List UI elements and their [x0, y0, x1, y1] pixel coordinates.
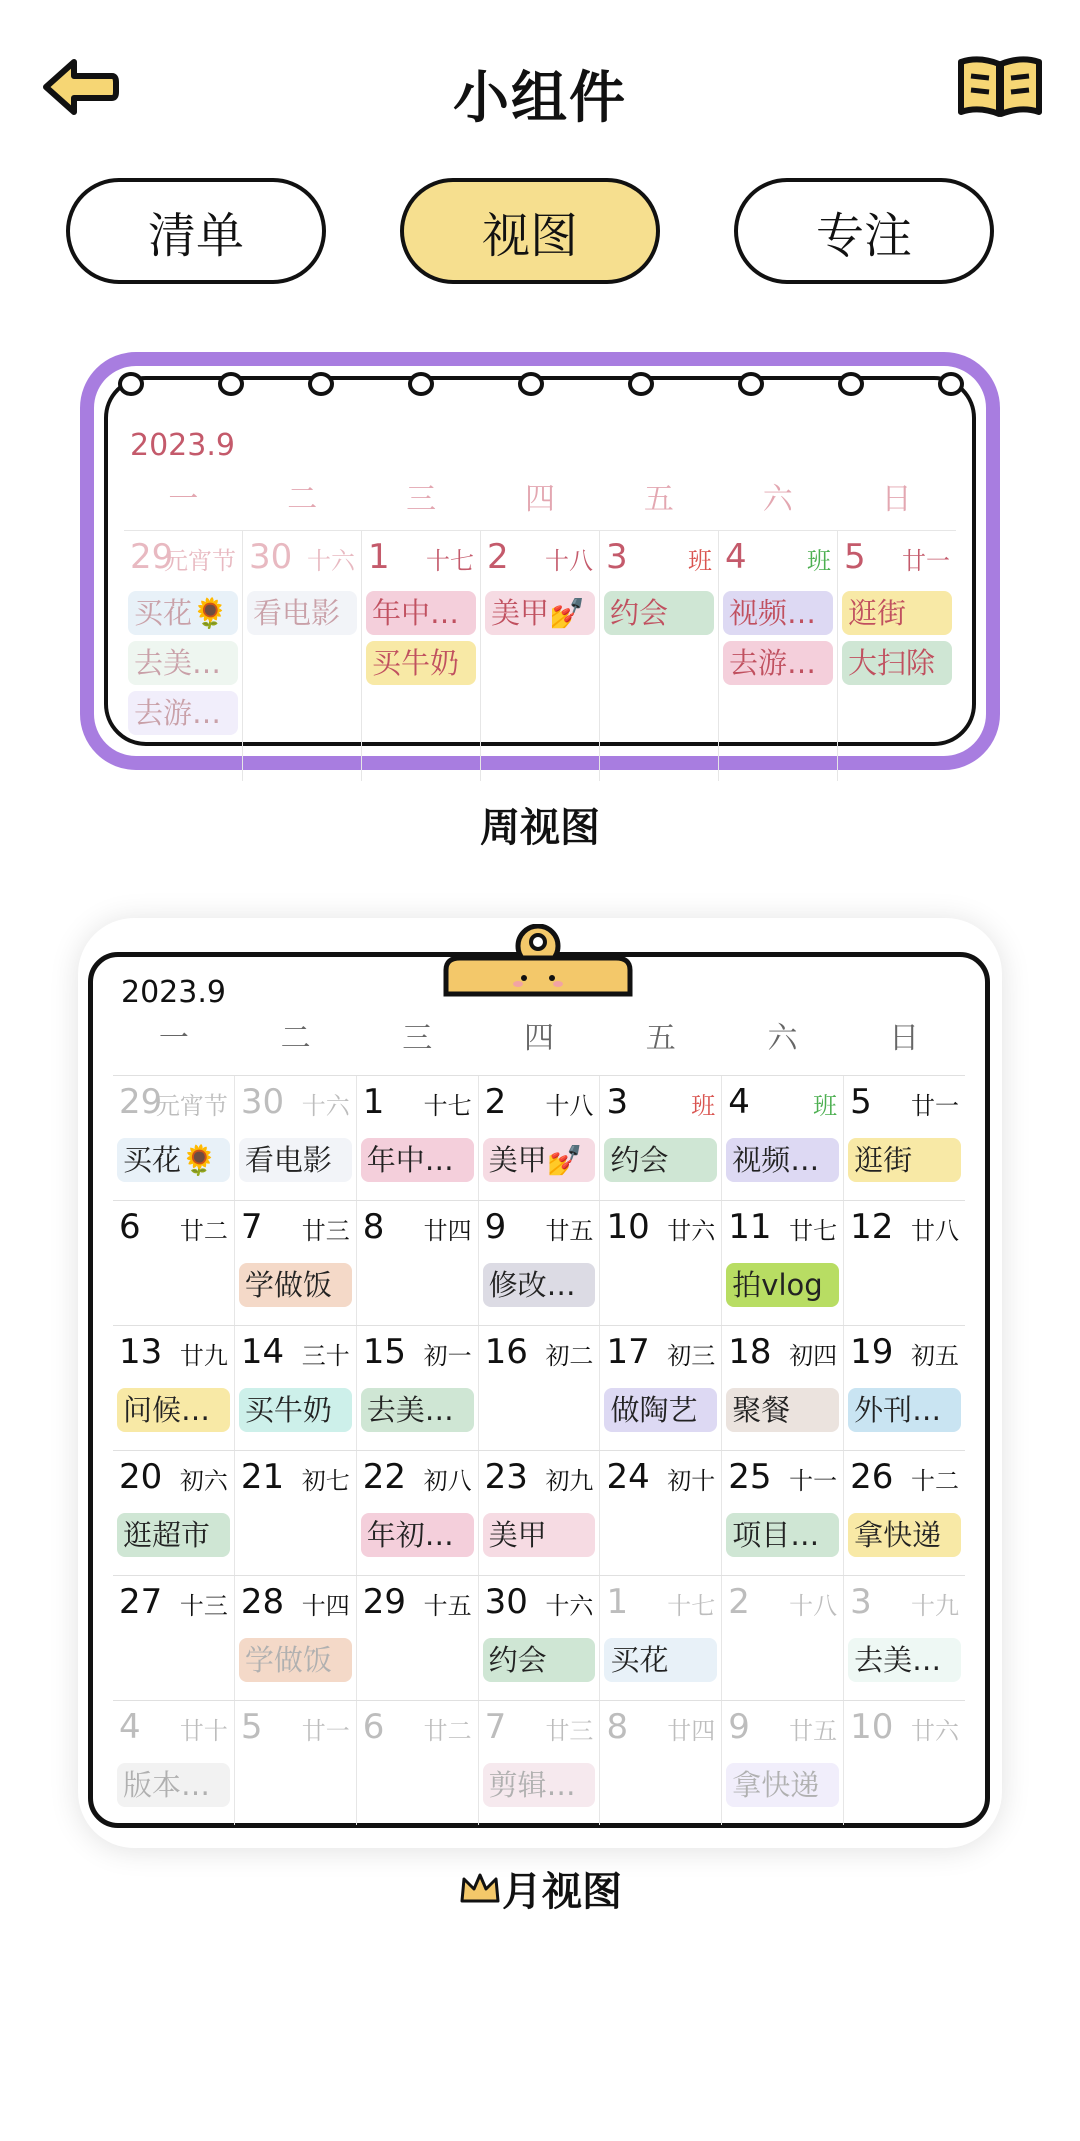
event-chip[interactable]: 去游… — [128, 691, 238, 735]
day-cell[interactable] — [235, 1201, 357, 1325]
day-cell[interactable] — [844, 1326, 965, 1450]
event-chip[interactable]: 学做饭 — [239, 1638, 352, 1682]
event-chip[interactable]: 买花🌻 — [128, 591, 238, 635]
lunar-label: 十五 — [423, 1592, 472, 1620]
event-chip[interactable]: 修改… — [483, 1263, 596, 1307]
day-cell[interactable] — [838, 531, 956, 781]
weekday-label: 五 — [643, 482, 674, 517]
day-number: 3 — [850, 1582, 872, 1622]
lunar-label: 元宵节 — [164, 547, 236, 575]
event-chip[interactable]: 看电影 — [247, 591, 357, 635]
view-tabs — [0, 178, 1080, 288]
lunar-label: 廿四 — [423, 1217, 472, 1245]
day-cell[interactable] — [600, 1451, 722, 1575]
event-chip[interactable]: 年初… — [361, 1513, 474, 1557]
day-number: 5 — [850, 1082, 872, 1122]
lunar-label: 十一 — [789, 1467, 838, 1495]
day-number: 15 — [362, 1332, 406, 1372]
book-button[interactable] — [955, 52, 1045, 122]
day-number: 3 — [606, 1082, 629, 1122]
event-chip[interactable]: 聚餐 — [726, 1388, 839, 1432]
day-cell[interactable] — [113, 1326, 235, 1450]
day-cell[interactable] — [600, 1076, 722, 1200]
day-number: 14 — [240, 1332, 285, 1372]
tab-focus[interactable]: 专注 — [734, 178, 994, 284]
day-cell[interactable] — [722, 1076, 844, 1200]
lunar-label: 十二 — [911, 1467, 960, 1495]
event-chip[interactable]: 买花 — [604, 1638, 717, 1682]
day-cell[interactable] — [600, 1701, 722, 1825]
day-number: 1 — [362, 1082, 385, 1122]
lunar-label: 廿六 — [911, 1717, 960, 1745]
lunar-label: 廿一 — [301, 1717, 350, 1745]
day-number: 6 — [119, 1207, 141, 1247]
lunar-label: 元宵节 — [155, 1092, 228, 1120]
weekday-label: 日 — [889, 1021, 920, 1056]
lunar-label: 初三 — [667, 1342, 716, 1370]
event-chip[interactable]: 去美… — [361, 1388, 474, 1432]
event-chip[interactable]: 视频… — [726, 1138, 839, 1182]
lunar-label: 初一 — [423, 1342, 472, 1370]
day-cell[interactable] — [722, 1451, 844, 1575]
event-chip[interactable]: 约会 — [604, 591, 714, 635]
day-cell[interactable] — [357, 1076, 479, 1200]
day-cell[interactable] — [722, 1701, 844, 1825]
day-number: 8 — [606, 1707, 629, 1747]
day-cell[interactable] — [235, 1576, 357, 1700]
event-chip[interactable]: 约会 — [483, 1638, 596, 1682]
lunar-label: 十八 — [545, 547, 593, 575]
day-cell[interactable] — [479, 1451, 601, 1575]
week-view-caption: 周视图 — [480, 805, 600, 851]
day-cell[interactable] — [113, 1576, 235, 1700]
binder-ring — [218, 372, 244, 396]
day-cell[interactable] — [357, 1576, 479, 1700]
tab-view[interactable]: 视图 — [400, 178, 660, 284]
day-number: 3 — [606, 537, 628, 577]
event-chip[interactable]: 视频… — [723, 591, 833, 635]
day-cell[interactable] — [722, 1201, 844, 1325]
lunar-label: 廿六 — [667, 1217, 716, 1245]
event-chip[interactable]: 版本… — [117, 1763, 230, 1807]
week-row — [113, 1075, 965, 1200]
day-cell[interactable] — [113, 1076, 235, 1200]
week-row — [113, 1450, 965, 1575]
event-chip[interactable]: 去游… — [723, 641, 833, 685]
day-number: 27 — [119, 1582, 163, 1622]
weekday-label: 三 — [402, 1021, 433, 1056]
month-month-label: 2023.9 — [121, 975, 226, 1010]
lunar-label: 初二 — [545, 1342, 594, 1370]
lunar-label: 十七 — [426, 547, 474, 575]
lunar-label: 班 — [813, 1092, 838, 1120]
event-chip[interactable]: 买牛奶 — [239, 1388, 352, 1432]
day-number: 23 — [484, 1457, 528, 1497]
lunar-label: 廿九 — [179, 1342, 228, 1370]
day-number: 10 — [850, 1707, 894, 1747]
day-cell[interactable] — [357, 1451, 479, 1575]
day-cell[interactable] — [600, 1326, 722, 1450]
event-chip[interactable]: 逛街 — [842, 591, 952, 635]
week-calendar-frame — [104, 376, 976, 746]
event-chip[interactable]: 剪辑… — [483, 1763, 596, 1807]
event-chip[interactable]: 看电影 — [239, 1138, 352, 1182]
day-cell[interactable] — [362, 531, 481, 781]
lunar-label: 十八 — [789, 1592, 838, 1620]
day-cell[interactable] — [479, 1201, 601, 1325]
lunar-label: 初九 — [545, 1467, 594, 1495]
day-cell[interactable] — [722, 1326, 844, 1450]
day-number: 30 — [240, 1082, 285, 1122]
day-cell[interactable] — [113, 1701, 235, 1825]
day-cell[interactable] — [600, 1201, 722, 1325]
event-chip[interactable]: 逛超市 — [117, 1513, 230, 1557]
event-chip[interactable]: 美甲💅 — [485, 591, 595, 635]
day-number: 29 — [362, 1582, 406, 1622]
day-number: 7 — [484, 1707, 507, 1747]
day-number: 8 — [362, 1207, 385, 1247]
event-chip[interactable]: 外刊… — [848, 1388, 961, 1432]
event-chip[interactable]: 买花🌻 — [117, 1138, 230, 1182]
lunar-label: 初十 — [667, 1467, 716, 1495]
day-cell[interactable] — [844, 1076, 965, 1200]
crown-icon — [458, 1871, 502, 1917]
day-number: 5 — [240, 1707, 263, 1747]
binder-ring — [938, 372, 964, 396]
event-chip[interactable]: 做陶艺 — [604, 1388, 717, 1432]
day-cell[interactable] — [113, 1451, 235, 1575]
day-cell[interactable] — [600, 531, 719, 781]
day-number: 2 — [484, 1082, 507, 1122]
lunar-label: 廿二 — [179, 1217, 228, 1245]
lunar-label: 十七 — [423, 1092, 472, 1120]
event-chip[interactable]: 去美… — [128, 641, 238, 685]
event-chip[interactable]: 项目… — [726, 1513, 839, 1557]
day-cell[interactable] — [600, 1576, 722, 1700]
lunar-label: 廿二 — [423, 1717, 472, 1745]
event-chip[interactable]: 年中… — [366, 591, 476, 635]
day-number: 1 — [606, 1582, 629, 1622]
weekday-label: 一 — [158, 1021, 189, 1056]
event-chip[interactable]: 年中… — [361, 1138, 474, 1182]
day-number: 7 — [240, 1207, 263, 1247]
lunar-label: 十七 — [667, 1592, 716, 1620]
event-chip[interactable]: 逛街 — [848, 1138, 961, 1182]
day-cell[interactable] — [235, 1076, 357, 1200]
lunar-label: 廿七 — [789, 1217, 838, 1245]
day-number: 29 — [119, 1082, 163, 1122]
lunar-label: 十九 — [911, 1592, 960, 1620]
day-cell[interactable] — [479, 1326, 601, 1450]
lunar-label: 初四 — [789, 1342, 838, 1370]
lunar-label: 班 — [691, 1092, 716, 1120]
day-number: 9 — [484, 1207, 507, 1247]
week-row — [113, 1200, 965, 1325]
day-number: 21 — [240, 1457, 285, 1497]
event-chip[interactable]: 问候… — [117, 1388, 230, 1432]
day-number: 19 — [850, 1332, 894, 1372]
binder-ring — [628, 372, 654, 396]
lunar-label: 廿一 — [911, 1092, 960, 1120]
day-cell[interactable] — [844, 1201, 965, 1325]
weekday-label: 三 — [406, 482, 437, 517]
weekday-label: 四 — [524, 1021, 555, 1056]
week-view-widget[interactable] — [80, 352, 1000, 770]
day-cell[interactable] — [844, 1701, 965, 1825]
event-chip[interactable]: 拍vlog — [726, 1263, 839, 1307]
clipboard-clip — [438, 924, 638, 998]
lunar-label: 班 — [688, 547, 712, 575]
day-number: 2 — [728, 1582, 750, 1622]
day-number: 30 — [249, 537, 293, 577]
day-cell[interactable] — [479, 1576, 601, 1700]
event-chip[interactable]: 拿快递 — [726, 1763, 839, 1807]
month-view-caption — [0, 1860, 1080, 1917]
day-number: 22 — [362, 1457, 406, 1497]
day-cell[interactable] — [479, 1701, 601, 1825]
day-cell[interactable] — [235, 1451, 357, 1575]
day-number: 26 — [850, 1457, 894, 1497]
weekday-label: 六 — [767, 1021, 798, 1056]
weekday-label: 一 — [168, 482, 199, 517]
lunar-label: 十六 — [301, 1092, 350, 1120]
event-chip[interactable]: 买牛奶 — [366, 641, 476, 685]
week-row — [113, 1325, 965, 1450]
day-cell[interactable] — [357, 1326, 479, 1450]
day-number: 1 — [368, 537, 390, 577]
weekday-label: 四 — [525, 482, 555, 517]
book-icon — [955, 52, 1045, 122]
event-chip[interactable]: 拿快递 — [848, 1513, 961, 1557]
lunar-label: 班 — [807, 547, 831, 575]
week-row — [113, 1575, 965, 1700]
day-cell[interactable] — [719, 531, 838, 781]
lunar-label: 廿三 — [545, 1717, 594, 1745]
day-number: 24 — [606, 1457, 650, 1497]
binder-ring — [118, 372, 144, 396]
day-number: 20 — [119, 1457, 163, 1497]
bunny-clip-icon — [438, 924, 638, 998]
day-cell[interactable] — [113, 1201, 235, 1325]
lunar-label: 初六 — [179, 1467, 228, 1495]
lunar-label: 十四 — [301, 1592, 350, 1620]
weekday-label: 日 — [881, 482, 912, 517]
day-cell[interactable] — [124, 531, 243, 781]
day-number: 11 — [728, 1207, 772, 1247]
day-number: 13 — [119, 1332, 163, 1372]
lunar-label: 三十 — [301, 1342, 350, 1370]
lunar-label: 廿三 — [301, 1217, 350, 1245]
lunar-label: 十六 — [545, 1592, 594, 1620]
month-view-widget[interactable] — [78, 918, 1002, 1848]
lunar-label: 廿四 — [667, 1717, 716, 1745]
lunar-label: 初八 — [423, 1467, 472, 1495]
day-number: 10 — [606, 1207, 650, 1247]
lunar-label: 十三 — [179, 1592, 228, 1620]
day-number: 12 — [850, 1207, 894, 1247]
header — [0, 0, 1080, 180]
week-row — [113, 1700, 965, 1825]
day-number: 9 — [728, 1707, 750, 1747]
lunar-label: 廿十 — [179, 1717, 228, 1745]
day-cell[interactable] — [357, 1701, 479, 1825]
event-chip[interactable]: 约会 — [604, 1138, 717, 1182]
day-cell[interactable] — [844, 1451, 965, 1575]
event-chip[interactable]: 学做饭 — [239, 1263, 352, 1307]
binder-ring — [838, 372, 864, 396]
lunar-label: 廿五 — [545, 1217, 594, 1245]
binder-ring — [518, 372, 544, 396]
day-number: 5 — [844, 537, 866, 577]
day-cell[interactable] — [479, 1076, 601, 1200]
day-number: 28 — [240, 1582, 285, 1622]
event-chip[interactable]: 美甲💅 — [483, 1138, 596, 1182]
page-title: 小组件 — [453, 66, 627, 131]
lunar-label: 廿五 — [789, 1717, 838, 1745]
event-chip[interactable]: 大扫除 — [842, 641, 952, 685]
day-number: 17 — [606, 1332, 650, 1372]
day-number: 25 — [728, 1457, 772, 1497]
tab-list[interactable]: 清单 — [66, 178, 326, 284]
lunar-label: 廿一 — [902, 547, 950, 575]
lunar-label: 初五 — [911, 1342, 960, 1370]
weekday-label: 二 — [287, 482, 318, 517]
day-number: 30 — [484, 1582, 528, 1622]
binder-ring — [738, 372, 764, 396]
binder-ring — [308, 372, 334, 396]
day-number: 29 — [130, 537, 174, 577]
day-number: 4 — [725, 537, 747, 577]
week-grid — [124, 530, 956, 781]
lunar-label: 十六 — [307, 547, 355, 575]
lunar-label: 廿八 — [911, 1217, 960, 1245]
day-number: 4 — [728, 1082, 750, 1122]
month-grid — [113, 1075, 965, 1825]
day-cell[interactable] — [243, 531, 362, 781]
weekday-label: 五 — [645, 1021, 676, 1056]
event-chip[interactable]: 美甲 — [483, 1513, 596, 1557]
weekday-label: 二 — [280, 1021, 311, 1056]
day-cell[interactable] — [357, 1201, 479, 1325]
day-cell[interactable] — [844, 1576, 965, 1700]
day-number: 6 — [362, 1707, 385, 1747]
month-view-caption-text: 月视图 — [502, 1869, 622, 1915]
day-cell[interactable] — [481, 531, 600, 781]
month-calendar-frame — [88, 952, 990, 1828]
event-chip[interactable]: 去美… — [848, 1638, 961, 1682]
day-number: 16 — [484, 1332, 528, 1372]
day-number: 4 — [119, 1707, 141, 1747]
lunar-label: 初七 — [301, 1467, 350, 1495]
day-cell[interactable] — [722, 1576, 844, 1700]
weekday-label: 六 — [762, 482, 793, 517]
day-number: 2 — [487, 537, 509, 577]
binder-ring — [408, 372, 434, 396]
day-cell[interactable] — [235, 1326, 357, 1450]
week-month-label: 2023.9 — [130, 428, 235, 463]
lunar-label: 十八 — [545, 1092, 594, 1120]
day-cell[interactable] — [235, 1701, 357, 1825]
day-number: 18 — [728, 1332, 772, 1372]
